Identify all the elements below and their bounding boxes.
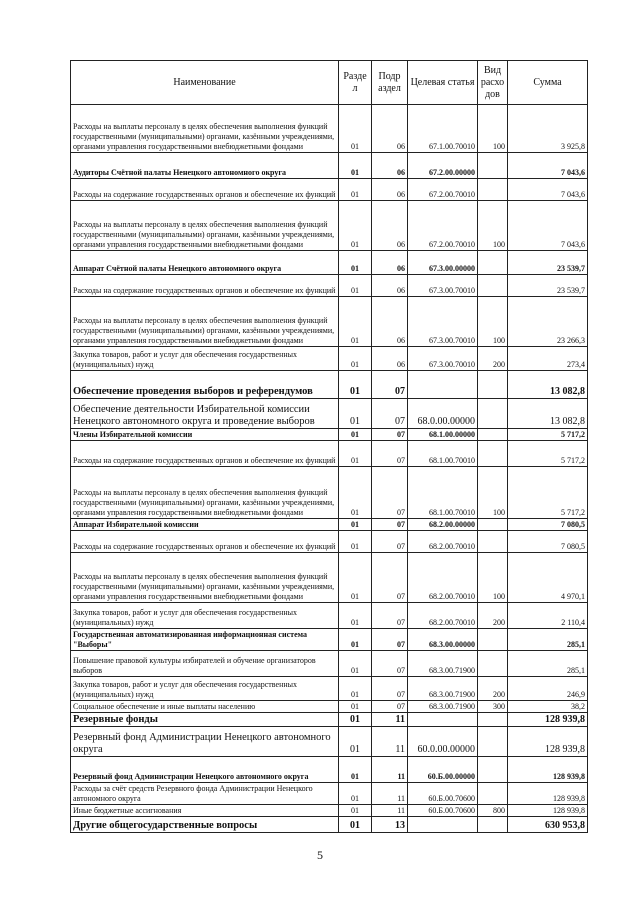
cell-sum: 5 717,2 [508,467,588,519]
table-row [71,817,588,833]
cell-type: 100 [478,553,508,603]
cell-razdel: 01 [339,441,372,467]
cell-razdel: 01 [339,399,372,429]
cell-type [478,153,508,179]
cell-podrazdel: 06 [372,153,408,179]
cell-article: 67.1.00.70010 [408,105,478,153]
cell-razdel: 01 [339,701,372,713]
cell-name: Расходы на содержание государственных органов и обеспечение их функций [71,441,339,467]
cell-razdel: 01 [339,817,372,833]
cell-sum: 13 082,8 [508,399,588,429]
cell-article: 68.1.00.70010 [408,467,478,519]
table-row [71,677,588,701]
cell-name: Закупка товаров, работ и услуг для обеспечения государственных (муниципальных) нужд [71,347,339,371]
cell-podrazdel: 07 [372,371,408,399]
cell-sum: 23 266,3 [508,297,588,347]
cell-razdel: 01 [339,429,372,441]
cell-type [478,371,508,399]
cell-name: Расходы на содержание государственных органов и обеспечение их функций [71,531,339,553]
table-row [71,805,588,817]
cell-sum: 630 953,8 [508,817,588,833]
cell-type: 200 [478,603,508,629]
cell-type: 800 [478,805,508,817]
cell-sum: 285,1 [508,629,588,651]
table-row [71,553,588,603]
cell-name: Резервный фонд Администрации Ненецкого автономного округа [71,727,339,757]
cell-podrazdel: 07 [372,519,408,531]
cell-name: Резервные фонды [71,713,339,727]
cell-podrazdel: 07 [372,467,408,519]
cell-podrazdel: 07 [372,677,408,701]
cell-type: 100 [478,297,508,347]
cell-podrazdel: 11 [372,713,408,727]
header-name: Наименование [71,61,339,105]
cell-sum: 273,4 [508,347,588,371]
cell-name: Расходы на содержание государственных органов и обеспечение их функций [71,275,339,297]
table-row [71,441,588,467]
cell-podrazdel: 06 [372,347,408,371]
cell-article: 68.2.00.00000 [408,519,478,531]
budget-table [70,60,588,833]
cell-razdel: 01 [339,105,372,153]
cell-podrazdel: 06 [372,105,408,153]
cell-article: 68.3.00.71900 [408,651,478,677]
cell-name: Другие общегосударственные вопросы [71,817,339,833]
cell-article: 68.3.00.71900 [408,677,478,701]
cell-razdel: 01 [339,179,372,201]
cell-article: 67.3.00.00000 [408,251,478,275]
cell-podrazdel: 07 [372,701,408,713]
cell-sum: 5 717,2 [508,441,588,467]
table-row [71,603,588,629]
table-row [71,297,588,347]
cell-name: Расходы на содержание государственных органов и обеспечение их функций [71,179,339,201]
cell-razdel: 01 [339,677,372,701]
cell-article [408,817,478,833]
cell-razdel: 01 [339,201,372,251]
table-body [71,105,588,833]
cell-razdel: 01 [339,629,372,651]
cell-name: Расходы на выплаты персоналу в целях обеспечения выполнения функций государственными (муниципальными) органами, казёнными учреждениями, органами управления государственными внебюджетными фондами [71,201,339,251]
cell-type: 300 [478,701,508,713]
cell-podrazdel: 06 [372,201,408,251]
cell-razdel: 01 [339,467,372,519]
cell-type: 200 [478,677,508,701]
cell-article: 67.3.00.70010 [408,275,478,297]
cell-type [478,441,508,467]
cell-name: Обеспечение деятельности Избирательной комиссии Ненецкого автономного округа и проведение выборов [71,399,339,429]
cell-name: Обеспечение проведения выборов и референдумов [71,371,339,399]
cell-article: 60.Б.00.70600 [408,783,478,805]
cell-podrazdel: 06 [372,297,408,347]
table-row [71,519,588,531]
cell-sum: 7 080,5 [508,519,588,531]
cell-type: 100 [478,467,508,519]
table-row [71,153,588,179]
cell-name: Расходы на выплаты персоналу в целях обеспечения выполнения функций государственными (муниципальными) органами, казёнными учреждениями, органами управления государственными внебюджетными фондами [71,105,339,153]
cell-sum: 23 539,7 [508,275,588,297]
cell-sum: 246,9 [508,677,588,701]
cell-article: 60.Б.00.70600 [408,805,478,817]
cell-podrazdel: 06 [372,179,408,201]
cell-razdel: 01 [339,153,372,179]
cell-podrazdel: 07 [372,429,408,441]
cell-article: 67.2.00.70010 [408,201,478,251]
cell-type [478,275,508,297]
cell-name: Члены Избирательной комиссии [71,429,339,441]
table-row [71,105,588,153]
cell-name: Резервный фонд Администрации Ненецкого автономного округа [71,757,339,783]
cell-type [478,727,508,757]
cell-sum: 4 970,1 [508,553,588,603]
cell-type [478,651,508,677]
cell-name: Аппарат Счётной палаты Ненецкого автономного округа [71,251,339,275]
cell-razdel: 01 [339,651,372,677]
cell-type [478,817,508,833]
cell-razdel: 01 [339,603,372,629]
cell-article: 68.2.00.70010 [408,531,478,553]
cell-razdel: 01 [339,783,372,805]
cell-article: 67.2.00.70010 [408,179,478,201]
cell-article [408,371,478,399]
table-row [71,757,588,783]
cell-razdel: 01 [339,531,372,553]
cell-type [478,783,508,805]
table-row [71,701,588,713]
cell-podrazdel: 11 [372,805,408,817]
cell-razdel: 01 [339,805,372,817]
cell-type [478,179,508,201]
cell-podrazdel: 07 [372,441,408,467]
cell-article: 67.3.00.70010 [408,297,478,347]
header-type: Вид расхо дов [478,61,508,105]
table-row [71,399,588,429]
table-row [71,531,588,553]
table-row [71,467,588,519]
cell-sum: 2 110,4 [508,603,588,629]
cell-type: 200 [478,347,508,371]
cell-sum: 13 082,8 [508,371,588,399]
cell-type [478,519,508,531]
cell-article: 68.2.00.70010 [408,603,478,629]
cell-name: Расходы за счёт средств Резервного фонда Администрации Ненецкого автономного округа [71,783,339,805]
table-row [71,629,588,651]
table-row [71,429,588,441]
cell-sum: 128 939,8 [508,727,588,757]
cell-name: Закупка товаров, работ и услуг для обеспечения государственных (муниципальных) нужд [71,603,339,629]
table-row [71,727,588,757]
cell-article: 68.3.00.00000 [408,629,478,651]
cell-article: 68.2.00.70010 [408,553,478,603]
table-row [71,179,588,201]
table-row [71,651,588,677]
cell-sum: 7 043,6 [508,179,588,201]
cell-podrazdel: 07 [372,603,408,629]
cell-article: 68.0.00.00000 [408,399,478,429]
header-razdel: Разде л [339,61,372,105]
page-number: 5 [317,848,323,862]
header-sum: Сумма [508,61,588,105]
cell-podrazdel: 11 [372,727,408,757]
table-row [71,201,588,251]
cell-type: 100 [478,105,508,153]
cell-sum: 128 939,8 [508,783,588,805]
table-row [71,275,588,297]
cell-name: Расходы на выплаты персоналу в целях обеспечения выполнения функций государственными (муниципальными) органами, казёнными учреждениями, органами управления государственными внебюджетными фондами [71,297,339,347]
cell-name: Расходы на выплаты персоналу в целях обеспечения выполнения функций государственными (муниципальными) органами, казёнными учреждениями, органами управления государственными внебюджетными фондами [71,553,339,603]
cell-razdel: 01 [339,713,372,727]
cell-name: Повышение правовой культуры избирателей и обучение организаторов выборов [71,651,339,677]
cell-podrazdel: 06 [372,275,408,297]
cell-sum: 3 925,8 [508,105,588,153]
cell-podrazdel: 07 [372,629,408,651]
cell-podrazdel: 11 [372,783,408,805]
cell-type [478,251,508,275]
cell-sum: 23 539,7 [508,251,588,275]
cell-name: Иные бюджетные ассигнования [71,805,339,817]
cell-sum: 7 043,6 [508,153,588,179]
cell-sum: 128 939,8 [508,757,588,783]
cell-article [408,713,478,727]
cell-razdel: 01 [339,251,372,275]
cell-podrazdel: 11 [372,757,408,783]
cell-article: 67.2.00.00000 [408,153,478,179]
cell-article: 68.3.00.71900 [408,701,478,713]
cell-article: 67.3.00.70010 [408,347,478,371]
cell-article: 68.1.00.70010 [408,441,478,467]
cell-podrazdel: 06 [372,251,408,275]
cell-razdel: 01 [339,371,372,399]
table-row [71,371,588,399]
cell-sum: 5 717,2 [508,429,588,441]
table-header-row [71,61,588,105]
cell-razdel: 01 [339,275,372,297]
cell-sum: 38,2 [508,701,588,713]
cell-name: Аудиторы Счётной палаты Ненецкого автономного округа [71,153,339,179]
cell-name: Аппарат Избирательной комиссии [71,519,339,531]
cell-name: Расходы на выплаты персоналу в целях обеспечения выполнения функций государственными (муниципальными) органами, казёнными учреждениями, органами управления государственными внебюджетными фондами [71,467,339,519]
cell-name: Социальное обеспечение и иные выплаты населению [71,701,339,713]
cell-podrazdel: 07 [372,531,408,553]
cell-article: 68.1.00.00000 [408,429,478,441]
cell-razdel: 01 [339,519,372,531]
cell-sum: 7 080,5 [508,531,588,553]
cell-razdel: 01 [339,297,372,347]
table-row [71,713,588,727]
cell-article: 60.Б.00.00000 [408,757,478,783]
cell-article: 60.0.00.00000 [408,727,478,757]
cell-sum: 128 939,8 [508,805,588,817]
cell-name: Закупка товаров, работ и услуг для обеспечения государственных (муниципальных) нужд [71,677,339,701]
cell-razdel: 01 [339,553,372,603]
table-row [71,251,588,275]
cell-type [478,429,508,441]
cell-type [478,399,508,429]
cell-type [478,713,508,727]
cell-razdel: 01 [339,727,372,757]
cell-type [478,531,508,553]
cell-razdel: 01 [339,347,372,371]
cell-sum: 128 939,8 [508,713,588,727]
cell-type [478,629,508,651]
cell-podrazdel: 07 [372,553,408,603]
cell-type: 100 [478,201,508,251]
header-article: Целевая статья [408,61,478,105]
cell-podrazdel: 13 [372,817,408,833]
cell-podrazdel: 07 [372,399,408,429]
cell-razdel: 01 [339,757,372,783]
cell-type [478,757,508,783]
header-podrazdel: Подр аздел [372,61,408,105]
cell-sum: 285,1 [508,651,588,677]
cell-podrazdel: 07 [372,651,408,677]
table-row [71,347,588,371]
table-row [71,783,588,805]
cell-sum: 7 043,6 [508,201,588,251]
cell-name: Государственная автоматизированная информационная система "Выборы" [71,629,339,651]
